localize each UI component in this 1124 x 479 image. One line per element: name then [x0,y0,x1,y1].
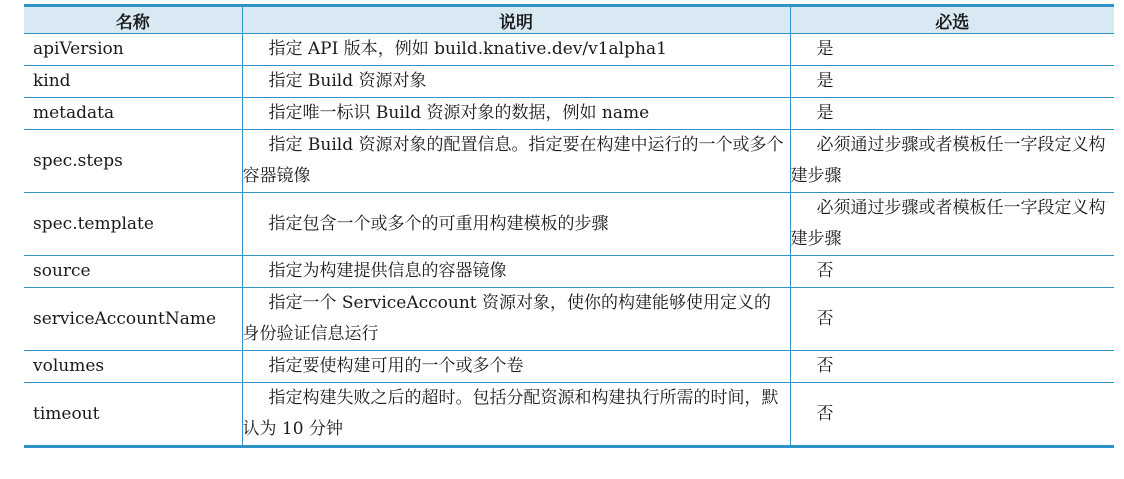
header-description: 说明 [242,6,790,34]
cell-name: spec.steps [24,130,242,193]
cell-name: apiVersion [24,34,242,66]
cell-description: 指定 Build 资源对象的配置信息。指定要在构建中运行的一个或多个容器镜像 [242,130,790,193]
cell-required: 否 [790,383,1114,447]
table-row [24,34,1114,66]
table-row [24,351,1114,383]
cell-required: 否 [790,256,1114,288]
cell-description: 指定 API 版本，例如 build.knative.dev/v1alpha1 [242,34,790,66]
cell-description: 指定 Build 资源对象 [242,66,790,98]
cell-description: 指定一个 ServiceAccount 资源对象，使你的构建能够使用定义的身份验证信息运行 [242,288,790,351]
cell-description: 指定包含一个或多个的可重用构建模板的步骤 [242,193,790,256]
build-fields-table [24,4,1114,448]
cell-name: kind [24,66,242,98]
table-row [24,288,1114,351]
table-row [24,130,1114,193]
cell-required: 是 [790,66,1114,98]
cell-description: 指定唯一标识 Build 资源对象的数据，例如 name [242,98,790,130]
table-row [24,383,1114,447]
cell-description: 指定要使构建可用的一个或多个卷 [242,351,790,383]
cell-required: 是 [790,98,1114,130]
cell-name: metadata [24,98,242,130]
table-header [24,6,1114,34]
cell-name: source [24,256,242,288]
cell-name: volumes [24,351,242,383]
cell-required: 否 [790,351,1114,383]
cell-required: 必须通过步骤或者模板任一字段定义构建步骤 [790,193,1114,256]
header-row [24,6,1114,34]
header-required: 必选 [790,6,1114,34]
cell-description: 指定构建失败之后的超时。包括分配资源和构建执行所需的时间，默认为 10 分钟 [242,383,790,447]
table-body [24,34,1114,447]
cell-required: 是 [790,34,1114,66]
cell-description: 指定为构建提供信息的容器镜像 [242,256,790,288]
cell-name: timeout [24,383,242,447]
table-row [24,66,1114,98]
build-fields-table-container [24,4,1114,448]
cell-required: 否 [790,288,1114,351]
cell-name: serviceAccountName [24,288,242,351]
cell-required: 必须通过步骤或者模板任一字段定义构建步骤 [790,130,1114,193]
table-row [24,256,1114,288]
cell-name: spec.template [24,193,242,256]
table-row [24,98,1114,130]
header-name: 名称 [24,6,242,34]
table-row [24,193,1114,256]
